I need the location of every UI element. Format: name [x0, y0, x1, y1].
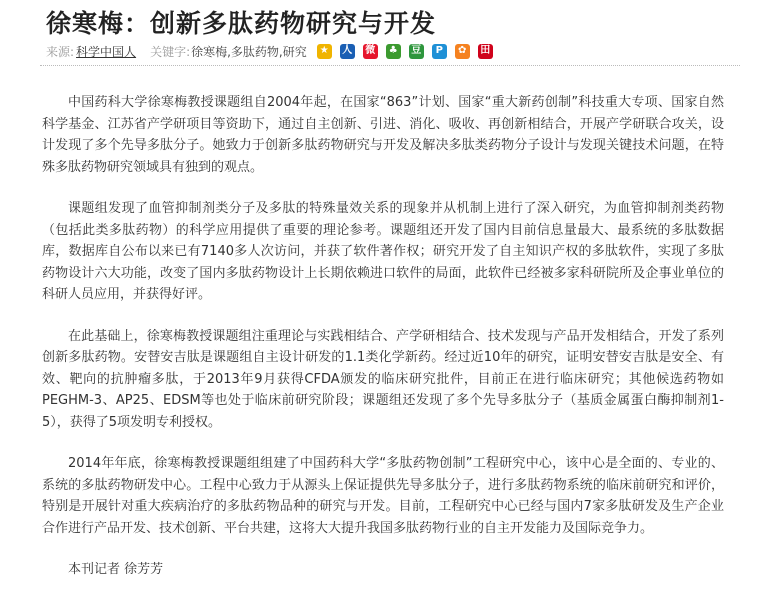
- keywords-value: 徐寒梅,多肽药物,研究: [191, 44, 307, 59]
- weibo-icon[interactable]: 微: [363, 44, 378, 59]
- article-meta: [46, 41, 501, 61]
- kaixin-icon[interactable]: ♣: [386, 44, 401, 59]
- pengyou-icon[interactable]: P: [432, 44, 447, 59]
- article-body: [42, 92, 724, 601]
- paragraph: 在此基础上，徐寒梅教授课题组注重理论与实践相结合、产学研相结合、技术发现与产品开发相结合，开发了系列创新多肽药物。安替安吉肽是课题组自主设计研发的1.1类化学新药。经过近10年的研究，证明安替安吉肽是安全、有效、靶向的抗肿瘤多肽，于2013年9月获得CFDA颁发的临床研究批件，目前正在进行临床研究；其他候选药物如PEGHM-3、AP25、EDSM等也处于临床前研究阶段；课题组还发现了多个先导多肽分子（基质金属蛋白酶抑制剂1-5），获得了5项发明专利授权。: [42, 328, 724, 430]
- paragraph: 课题组发现了血管抑制剂类分子及多肽的特殊量效关系的现象并从机制上进行了深入研究，为血管抑制剂类药物（包括此类多肽药物）的科学应用提供了重要的理论参考。课题组还开发了国内目前信息量最大、最系统的多肽数据库，数据库自公布以来已有7140多人次访问，并获了软件著作权；研究开发了自主知识产权的多肽软件，实现了多肽药物设计六大功能，改变了国内多肽药物设计上长期依赖进口软件的局面，此软件已经被多家科研院所及企事业单位的科研人员应用，并获得好评。: [42, 201, 724, 302]
- keywords-label: 关键字:: [150, 44, 191, 59]
- paragraph: 中国药科大学徐寒梅教授课题组自2004年起，在国家“863”计划、国家“重大新药创制”科技重大专项、国家自然科学基金、江苏省产学研项目等资助下，通过自主创新、引进、消化、吸收、再创新相结合，开展产学研联合攻关，设计发现了多个先导多肽分子。她致力于创新多肽药物研究与开发及解决多肽类药物分子设计与发现关键技术问题，在特殊多肽药物研究领域具有独到的观点。: [42, 95, 724, 175]
- meta-divider: [40, 65, 740, 66]
- qzone-icon[interactable]: ★: [317, 44, 332, 59]
- paragraph: 2014年年底，徐寒梅教授课题组组建了中国药科大学“多肽药物创制”工程研究中心，该中心是全面的、专业的、系统的多肽药物研发中心。工程中心致力于从源头上保证提供先导多肽分子，进行多肽药物系统的临床前研究和评价，特别是开展针对重大疾病治疗的多肽药物品种的研究与开发。目前，工程研究中心已经与国内7家多肽研发及生产企业合作进行产品开发、技术创新、平台共建，这将大大提升我国多肽药物行业的自主开发能力及国际竞争力。: [42, 456, 724, 536]
- author-signature: 本刊记者 徐芳芳: [68, 562, 164, 577]
- more-share-icon[interactable]: 田: [478, 44, 493, 59]
- source-label: 来源:: [46, 44, 75, 59]
- favorite-icon[interactable]: ✿: [455, 44, 470, 59]
- share-toolbar: [317, 44, 501, 59]
- source-link[interactable]: 科学中国人: [76, 44, 137, 59]
- douban-icon[interactable]: 豆: [409, 44, 424, 59]
- article-title: 徐寒梅：创新多肽药物研究与开发: [46, 9, 437, 38]
- renren-icon[interactable]: 人: [340, 44, 355, 59]
